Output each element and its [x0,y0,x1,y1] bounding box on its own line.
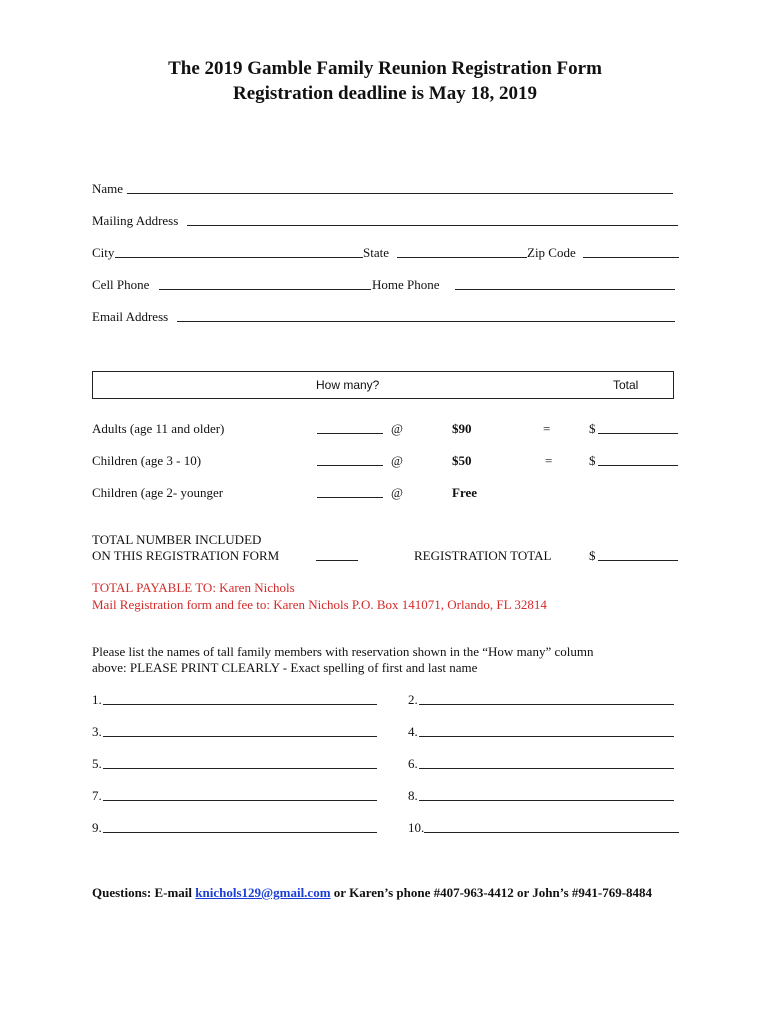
children-2-younger-label: Children (age 2- younger [92,485,224,500]
home-phone-label: Home Phone [372,277,440,292]
table-header-box [92,371,674,399]
member-name-field[interactable] [103,704,377,705]
member-number: 8. [408,788,418,803]
questions-prefix: Questions: E-mail [92,885,196,900]
member-number: 5. [92,756,102,771]
member-number: 6. [408,756,418,771]
adults-at: @ [391,421,403,436]
name-field[interactable] [127,193,673,194]
children-3-10-price: $50 [452,453,472,468]
questions-suffix: or Karen’s phone #407-963-4412 or John’s #941-769-8484 [330,885,653,900]
zip-code-label: Zip Code [527,245,576,260]
adults-dollar: $ [589,421,596,436]
member-number: 7. [92,788,102,803]
total-included-line2: ON THIS REGISTRATION FORM [92,548,280,563]
total-included-line1: TOTAL NUMBER INCLUDED [92,532,262,547]
member-name-field[interactable] [419,704,674,705]
children-3-10-equals: = [545,453,553,468]
instructions-line2: above: PLEASE PRINT CLEARLY - Exact spelling of first and last name [92,660,478,675]
children-3-10-label: Children (age 3 - 10) [92,453,202,468]
children-2-younger-count-field[interactable] [317,497,383,498]
member-name-field[interactable] [419,736,674,737]
name-label: Name [92,181,124,196]
children-2-younger-price: Free [452,485,478,500]
state-label: State [363,245,389,260]
email-address-field[interactable] [177,321,675,322]
member-number: 10. [408,820,425,835]
children-3-10-dollar: $ [589,453,596,468]
adults-total-field[interactable] [598,433,678,434]
children-3-10-count-field[interactable] [317,465,383,466]
payable-to: TOTAL PAYABLE TO: Karen Nichols [92,580,295,595]
children-3-10-at: @ [391,453,403,468]
cell-phone-field[interactable] [159,289,371,290]
zip-code-field[interactable] [583,257,679,258]
mailing-address-label: Mailing Address [92,213,179,228]
city-field[interactable] [115,257,363,258]
member-name-field[interactable] [419,800,674,801]
total-included-field[interactable] [316,560,358,561]
registration-total-label: REGISTRATION TOTAL [414,548,552,563]
adults-equals: = [543,421,551,436]
instructions-line1: Please list the names of tall family members with reservation shown in the “How many” column [92,644,594,659]
city-label: City [92,245,115,260]
registration-total-field[interactable] [598,560,678,561]
home-phone-field[interactable] [455,289,675,290]
adults-label: Adults (age 11 and older) [92,421,225,436]
member-name-field[interactable] [103,832,377,833]
member-name-field[interactable] [419,768,674,769]
adults-price: $90 [452,421,472,436]
member-number: 9. [92,820,102,835]
mail-instructions: Mail Registration form and fee to: Karen Nichols P.O. Box 141071, Orlando, FL 32814 [92,597,547,612]
form-title: The 2019 Gamble Family Reunion Registration Form [168,58,602,79]
mailing-address-field[interactable] [187,225,678,226]
member-name-field[interactable] [103,800,377,801]
member-name-field[interactable] [103,768,377,769]
adults-count-field[interactable] [317,433,383,434]
state-field[interactable] [397,257,527,258]
member-number: 2. [408,692,418,707]
contact-email-link[interactable]: knichols129@gmail.com [195,885,331,900]
how-many-header: How many? [316,378,380,392]
total-header: Total [613,378,639,392]
member-number: 3. [92,724,102,739]
member-name-field[interactable] [424,832,679,833]
cell-phone-label: Cell Phone [92,277,150,292]
member-number: 4. [408,724,418,739]
children-3-10-total-field[interactable] [598,465,678,466]
registration-total-dollar: $ [589,548,596,563]
member-name-field[interactable] [103,736,377,737]
children-2-younger-at: @ [391,485,403,500]
questions-footer [92,885,652,901]
member-number: 1. [92,692,102,707]
email-address-label: Email Address [92,309,169,324]
registration-deadline: Registration deadline is May 18, 2019 [233,83,537,104]
